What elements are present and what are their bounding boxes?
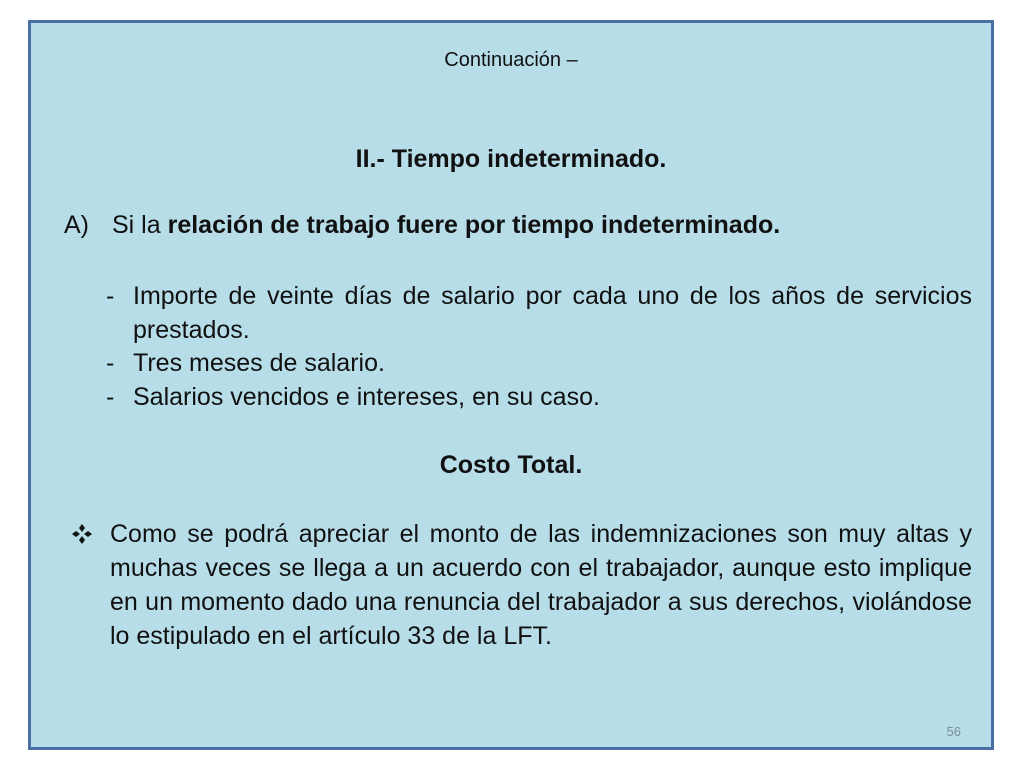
slide (28, 20, 994, 750)
page-number: 56 (946, 724, 961, 739)
section-title: II.- Tiempo indeterminado. (355, 145, 667, 173)
bullet-item (106, 346, 972, 380)
bullet-dash: - (106, 282, 115, 310)
conclusion-text: Como se podrá apreciar el monto de las indemnizaciones son muy altas y muchas veces se llega a un acuerdo con el trabajador, aunque esto implique en un momento dado una renuncia del trabajador a sus derechos, violándose lo estipulado en el artículo 33 de la LFT. (110, 520, 972, 650)
four-diamond-bullet-icon (71, 523, 93, 545)
bullet-dash: - (106, 349, 115, 377)
item-a-lead: Si la (112, 211, 168, 239)
item-a-marker: A) (64, 211, 89, 239)
bullet-item (106, 380, 972, 414)
conclusion-paragraph (71, 517, 972, 653)
header-note: Continuación – (444, 49, 578, 71)
total-title: Costo Total. (439, 451, 583, 479)
bullet-dash: - (106, 383, 115, 411)
bullet-item (106, 279, 972, 347)
bullet-text: Salarios vencidos e intereses, en su caso. (133, 383, 600, 411)
bullet-text: Tres meses de salario. (133, 349, 385, 377)
bullet-text: Importe de veinte días de salario por cada uno de los años de servicios prestados. (133, 282, 972, 344)
item-a-bold-text: relación de trabajo fuere por tiempo indeterminado. (167, 211, 781, 239)
item-a (64, 211, 780, 240)
